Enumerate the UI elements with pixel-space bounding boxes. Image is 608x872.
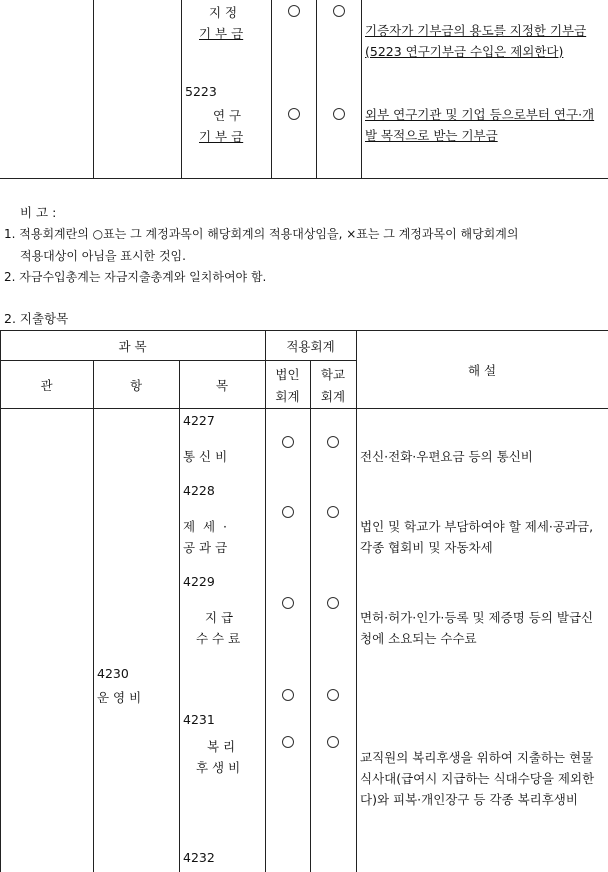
corp-applicable-mark (288, 108, 300, 120)
school-applicable-mark (327, 736, 339, 748)
account-code: 5223 (185, 84, 217, 99)
table-border (93, 0, 94, 178)
corp-applicable-mark (282, 689, 294, 701)
header-commentary: 해 설 (467, 363, 497, 378)
account-name-line1: 제 세 · (183, 519, 228, 534)
table-border (179, 360, 180, 872)
table-border (93, 360, 94, 872)
hang-name: 운 영 비 (97, 690, 142, 705)
table-border (316, 0, 317, 178)
table-border (0, 178, 608, 179)
section-title: 2. 지출항목 (4, 311, 69, 326)
school-applicable-mark (327, 436, 339, 448)
account-name-line2: 후 생 비 (196, 760, 241, 775)
school-applicable-mark (333, 108, 345, 120)
table-border (0, 408, 608, 409)
table-border (361, 0, 362, 178)
note-item: 1. 적용회계란의 ○표는 그 계정과목이 해당회계의 적용대상임을, ×표는 그 계정과목이 해당회계의 (4, 227, 519, 241)
account-name-line1: 복 리 (207, 739, 236, 754)
account-name-line1: 연 구 (213, 108, 242, 123)
table-border (0, 330, 1, 872)
account-description: 법인 및 학교가 부담하여야 할 제세·공과금, 각종 협회비 및 자동차세 (360, 519, 594, 555)
account-name-line2: 수 수 료 (196, 631, 241, 646)
notes-title: 비 고 : (20, 205, 57, 220)
school-applicable-mark (327, 597, 339, 609)
account-code: 4232 (183, 850, 215, 865)
account-name-line1: 지 급 (205, 610, 234, 625)
header-subject: 과 목 (118, 339, 147, 354)
table-border (0, 360, 356, 361)
account-description: 기증자가 기부금의 용도를 지정한 기부금(5223 연구기부금 수입은 제외한다) (365, 23, 587, 59)
account-code: 4231 (183, 712, 215, 727)
header-gwan: 관 (40, 378, 53, 393)
header-applicable-accounting: 적용회계 (286, 339, 335, 354)
school-applicable-mark (327, 689, 339, 701)
header-mok: 목 (215, 378, 229, 393)
hang-code: 4230 (97, 666, 129, 681)
account-description: 면허·허가·인가·등록 및 제증명 등의 발급신청에 소요되는 수수료 (360, 610, 594, 646)
header-school-line2: 회계 (320, 389, 346, 404)
corp-applicable-mark (282, 736, 294, 748)
note-item: 2. 자금수입총계는 자금지출총계와 일치하여야 함. (4, 270, 267, 284)
account-description: 교직원의 복리후생을 위하여 지출하는 현물식사대(급여시 지급하는 식대수당을 제외한다)와 피복·개인장구 등 각종 복리후생비 (360, 750, 595, 807)
header-corp-line1: 법인 (275, 367, 300, 382)
header-hang: 항 (129, 378, 143, 393)
school-applicable-mark (327, 506, 339, 518)
table-border (271, 0, 272, 178)
account-name-line2: 기 부 금 (199, 129, 244, 144)
school-applicable-mark (333, 5, 345, 17)
account-description: 전신·전화·우편요금 등의 통신비 (360, 449, 533, 464)
table-border (310, 360, 311, 872)
note-item: 적용대상이 아님을 표시한 것임. (20, 249, 186, 263)
account-name-line1: 통 신 비 (183, 449, 228, 464)
account-description: 외부 연구기관 및 기업 등으로부터 연구·개발 목적으로 받는 기부금 (365, 107, 595, 143)
corp-applicable-mark (282, 597, 294, 609)
corp-applicable-mark (288, 5, 300, 17)
table-border (356, 330, 357, 872)
table-border (265, 330, 266, 872)
header-corp-line2: 회계 (275, 389, 300, 404)
header-school-line1: 학교 (320, 367, 346, 382)
account-name-line2: 공 과 금 (183, 540, 228, 555)
account-code: 4227 (183, 413, 215, 428)
account-name-line2: 기 부 금 (199, 26, 244, 41)
corp-applicable-mark (282, 506, 294, 518)
corp-applicable-mark (282, 436, 294, 448)
table-border (0, 330, 608, 331)
account-code: 4228 (183, 483, 215, 498)
account-code: 4229 (183, 574, 215, 589)
table-border (181, 0, 182, 178)
account-name-line1: 지 정 (209, 5, 238, 20)
